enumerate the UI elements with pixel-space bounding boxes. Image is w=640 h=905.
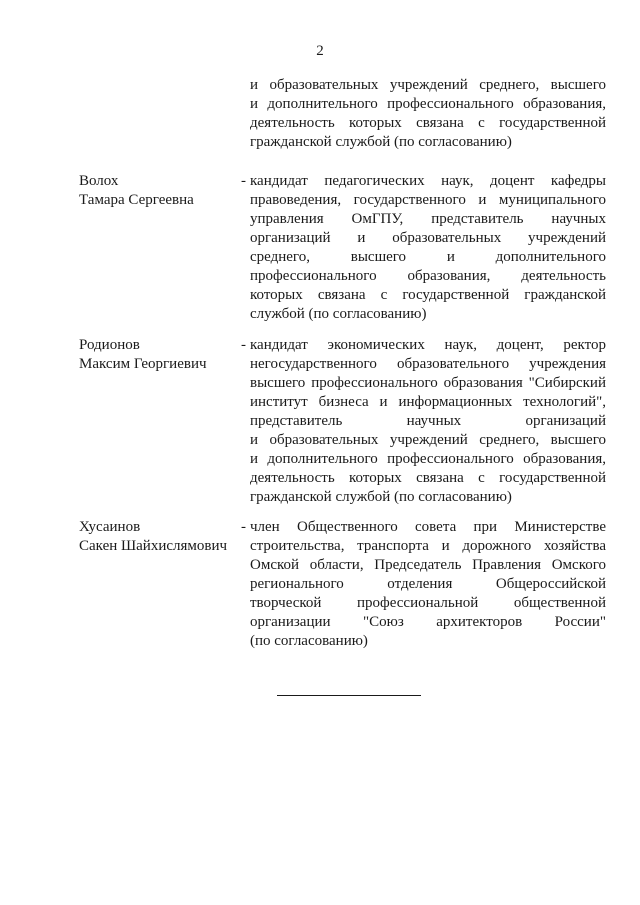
description-line: деятельность которых связана с государственной — [250, 470, 606, 486]
description-line: институт бизнеса и информационных технологий", — [250, 394, 606, 410]
description-line: и дополнительного профессионального образования, — [250, 451, 606, 467]
description-line: гражданской службой (по согласованию) — [250, 489, 512, 505]
member-given-name: Максим Георгиевич — [79, 356, 207, 372]
member-description-rodionov — [250, 336, 606, 507]
description-line: регионального отделения Общероссийской — [250, 576, 606, 592]
description-line: (по согласованию) — [250, 633, 368, 649]
description-line: управления ОмГПУ, представитель научных — [250, 211, 606, 227]
description-line: кандидат экономических наук, доцент, ректор — [250, 337, 606, 353]
description-line: среднего, высшего и дополнительного — [250, 249, 606, 265]
description-line: организации "Союз архитекторов России" — [250, 614, 606, 630]
description-line: профессионального образования, деятельность — [250, 268, 606, 284]
signoff-rule — [277, 695, 421, 696]
member-description-khusainov — [250, 518, 606, 651]
member-surname: Хусаинов — [79, 519, 141, 535]
description-line: представитель научных организаций — [250, 413, 606, 429]
member-given-name: Тамара Сергеевна — [79, 192, 194, 208]
page-number: 2 — [316, 43, 324, 59]
member-name-rodionov — [79, 336, 249, 374]
description-line: и образовательных учреждений среднего, высшего — [250, 432, 606, 448]
description-line: которых связана с государственной гражданской — [250, 287, 606, 303]
entry-dash: - — [241, 519, 246, 535]
description-line: и образовательных учреждений среднего, высшего — [250, 77, 606, 93]
member-name-khusainov — [79, 518, 249, 556]
description-line: творческой профессиональной общественной — [250, 595, 606, 611]
description-line: организаций и образовательных учреждений — [250, 230, 606, 246]
description-line: строительства, транспорта и дорожного хозяйства — [250, 538, 606, 554]
member-description-volokh — [250, 172, 606, 324]
description-line: Омской области, Председатель Правления Омского — [250, 557, 606, 573]
intro-description — [250, 76, 606, 152]
entry-dash: - — [241, 337, 246, 353]
entry-dash: - — [241, 173, 246, 189]
description-line: кандидат педагогических наук, доцент кафедры — [250, 173, 606, 189]
description-line: высшего профессионального образования "Сибирский — [250, 375, 606, 391]
member-surname: Родионов — [79, 337, 140, 353]
description-line: службой (по согласованию) — [250, 306, 427, 322]
description-line: и дополнительного профессионального образования, — [250, 96, 606, 112]
description-line: член Общественного совета при Министерстве — [250, 519, 606, 535]
member-given-name: Сакен Шайхислямович — [79, 538, 228, 554]
description-line: деятельность которых связана с государственной — [250, 115, 606, 131]
member-surname: Волох — [79, 173, 119, 189]
member-name-volokh — [79, 172, 249, 210]
description-line: гражданской службой (по согласованию) — [250, 134, 512, 150]
description-line: правоведения, государственного и муниципального — [250, 192, 606, 208]
description-line: негосударственного образовательного учреждения — [250, 356, 606, 372]
